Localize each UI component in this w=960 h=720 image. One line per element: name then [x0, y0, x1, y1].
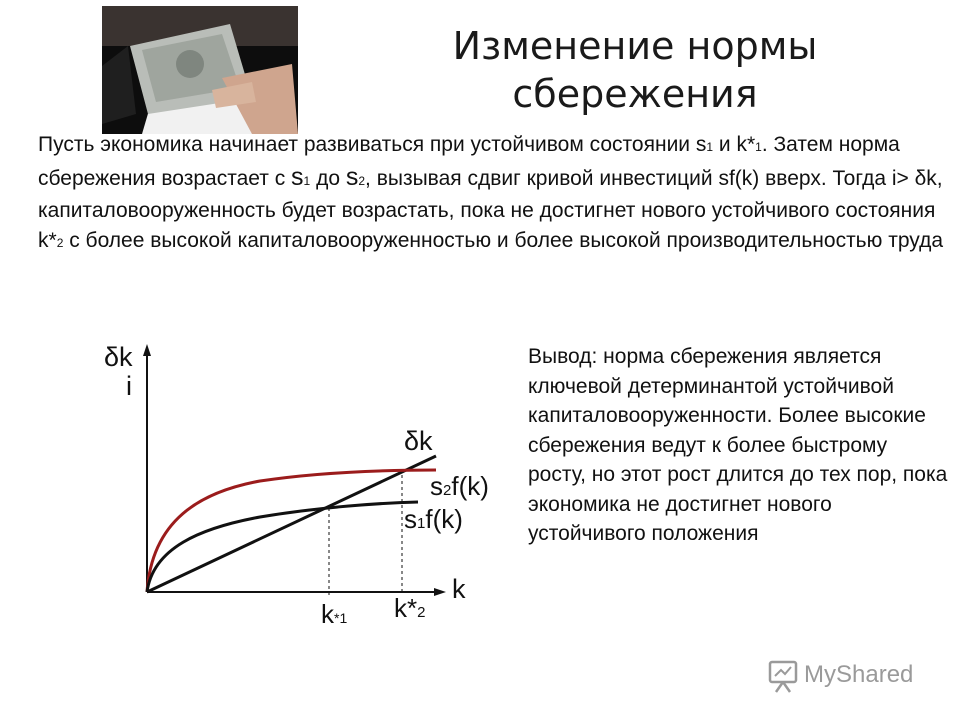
intro-subscript: 2	[358, 173, 366, 188]
title-line-1: Изменение нормы	[452, 24, 818, 68]
x-axis-arrow	[434, 588, 446, 596]
intro-symbol: s	[345, 162, 359, 191]
line-label-depreciation: δk	[404, 426, 433, 456]
curve-s1fk-label: s1f(k)	[404, 504, 463, 534]
k2-label: k*2	[394, 593, 426, 623]
y-axis-label-top: δk	[104, 342, 133, 372]
presentation-board-icon	[770, 662, 796, 692]
myshared-watermark	[766, 654, 936, 694]
intro-text: до	[310, 166, 346, 190]
intro-text: с более высокой капиталовооруженностью и более высокой производительностью труда	[63, 228, 944, 252]
y-axis-label-bottom: i	[126, 371, 132, 401]
intro-subscript: 1	[755, 140, 762, 154]
intro-text: Пусть экономика начинает развиваться при устойчивом состоянии s	[38, 133, 707, 156]
curve-s2fk-label: s2f(k)	[430, 471, 489, 501]
title-line-2: сбережения	[512, 72, 758, 116]
intro-symbol: s	[291, 162, 304, 191]
intro-text: , вызывая сдвиг кривой инвестиций sf(k) вверх. Тогда i> δk, капиталовооруженность будет возрастать, пока не достигнет нового устойчивого состояния k*	[38, 166, 943, 252]
watermark-text: MyShared	[804, 661, 914, 688]
y-axis-arrow	[143, 344, 151, 356]
x-axis-label: k	[452, 574, 466, 604]
curve-s1fk	[147, 502, 418, 592]
k1-label: k*1	[321, 599, 348, 629]
intro-subscript: 2	[56, 235, 64, 250]
curve-s2fk	[147, 470, 436, 592]
conclusion-paragraph: Вывод: норма сбережения является ключевой детерминантой устойчивой капиталовооруженности. Более высокие сбережения ведут к более быстрому росту, но этот рост длится до тех пор, пока экономика не достигнет нового устойчивого положения	[528, 345, 948, 545]
intro-subscript: 1	[706, 140, 714, 154]
intro-text: и k*	[713, 133, 756, 156]
intro-text: . Затем норма сбережения возрастает с	[38, 133, 900, 190]
intro-subscript: 1	[303, 173, 311, 188]
